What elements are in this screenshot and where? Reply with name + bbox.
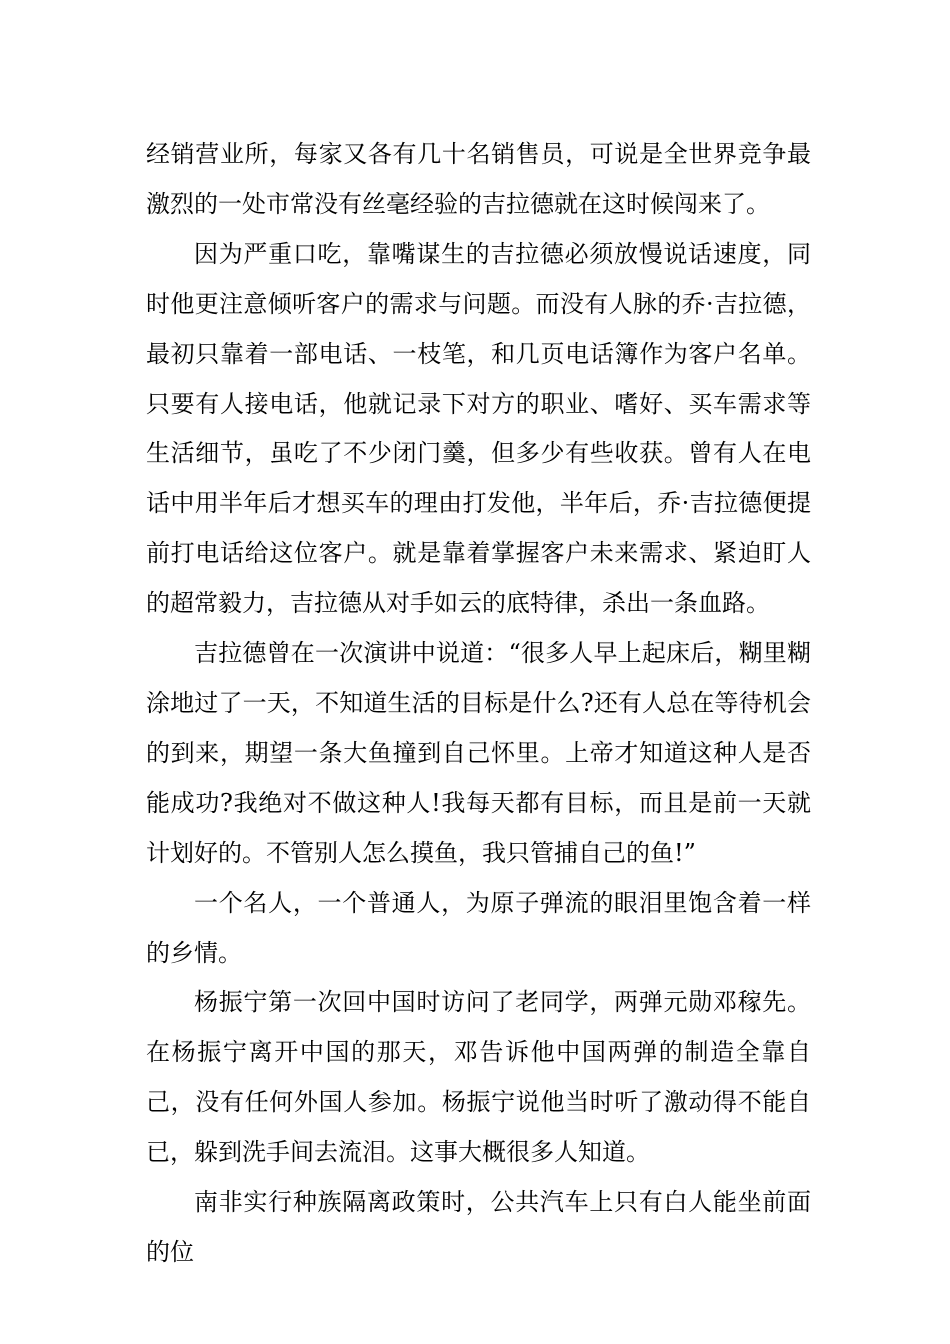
paragraph-homeland-tears: 一个名人，一个普通人，为原子弹流的眼泪里饱含着一样的乡情。 bbox=[146, 888, 811, 967]
body-text bbox=[146, 130, 811, 1278]
paragraph-south-africa: 南非实行种族隔离政策时，公共汽车上只有白人能坐前面的位 bbox=[146, 1188, 811, 1266]
paragraph-continuation: 经销营业所，每家又各有几十名销售员，可说是全世界竞争最激烈的一处市常没有丝毫经验的吉拉德就在这时候闯来了。 bbox=[146, 140, 811, 218]
paragraph-girard-telephone: 因为严重口吃，靠嘴谋生的吉拉德必须放慢说话速度，同时他更注意倾听客户的需求与问题。而没有人脉的乔·吉拉德，最初只靠着一部电话、一枝笔，和几页电话簿作为客户名单。只要有人接电话，他就记录下对方的职业、嗜好、买车需求等生活细节，虽吃了不少闭门羹，但多少有些收获。曾有人在电话中用半年后才想买车的理由打发他，半年后，乔·吉拉德便提前打电话给这位客户。就是靠着掌握客户未来需求、紧迫盯人的超常毅力，吉拉德从对手如云的底特律，杀出一条血路。 bbox=[146, 239, 811, 618]
paragraph-yang-zhenning: 杨振宁第一次回中国时访问了老同学，两弹元勋邓稼先。在杨振宁离开中国的那天，邓告诉他中国两弹的制造全靠自己，没有任何外国人参加。杨振宁说他当时听了激动得不能自已，躲到洗手间去流泪。这事大概很多人知道。 bbox=[146, 988, 811, 1167]
paragraph-girard-speech: 吉拉德曾在一次演讲中说道：“很多人早上起床后，糊里糊涂地过了一天，不知道生活的目标是什么?还有人总在等待机会的到来，期望一条大鱼撞到自己怀里。上帝才知道这种人是否能成功?我绝对不做这种人!我每天都有目标，而且是前一天就计划好的。不管别人怎么摸鱼，我只管捕自己的鱼!” bbox=[146, 639, 811, 867]
